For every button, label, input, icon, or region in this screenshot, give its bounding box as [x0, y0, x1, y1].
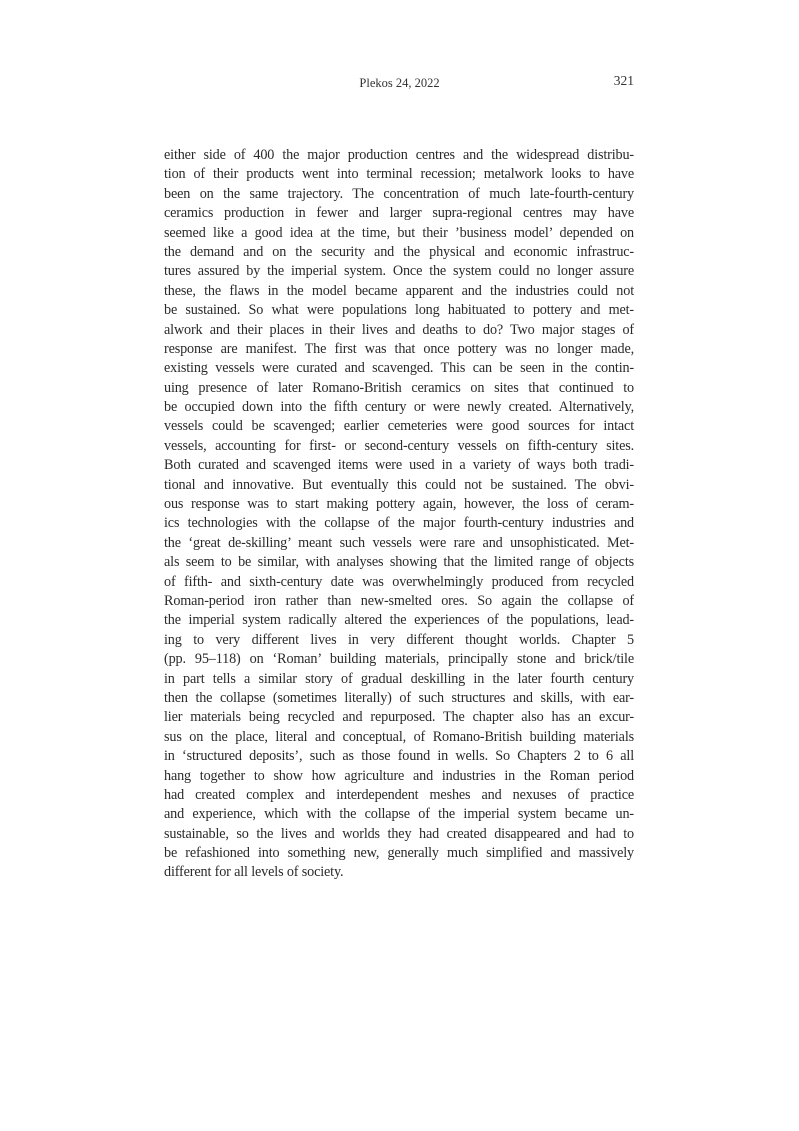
text-line: be refashioned into something new, generally much simplified and massively	[164, 845, 634, 862]
text-line: then the collapse (sometimes literally) of such structures and skills, with ear-	[164, 689, 634, 706]
text-line: hang together to show how agriculture and industries in the Roman period	[164, 767, 634, 784]
text-line: tion of their products went into terminal recession; metalwork looks to have	[164, 166, 634, 183]
text-line: vessels, accounting for first- or second-century vessels on fifth-century sites.	[164, 437, 634, 454]
body-paragraph	[164, 146, 634, 883]
text-line: sustainable, so the lives and worlds they had created disappeared and had to	[164, 825, 634, 842]
text-line: sus on the place, literal and conceptual, of Romano-British building materials	[164, 728, 634, 745]
text-line: ics technologies with the collapse of the major fourth-century industries and	[164, 515, 634, 532]
running-head: Plekos 24, 2022	[359, 76, 440, 90]
text-line: the imperial system radically altered the experiences of the populations, lead-	[164, 612, 634, 629]
text-line: Roman-period iron rather than new-smelted ores. So again the collapse of	[164, 592, 634, 609]
text-line: in ‘structured deposits’, such as those found in wells. So Chapters 2 to 6 all	[164, 748, 634, 765]
text-line: uing presence of later Romano-British ceramics on sites that continued to	[164, 379, 634, 396]
text-line: the ‘great de-skilling’ meant such vessels were rare and unsophisticated. Met-	[164, 534, 634, 551]
text-line: tures assured by the imperial system. Once the system could no longer assure	[164, 263, 634, 280]
text-line: in part tells a similar story of gradual deskilling in the later fourth century	[164, 670, 634, 687]
text-line: tional and innovative. But eventually this could not be sustained. The obvi-	[164, 476, 634, 493]
text-line: either side of 400 the major production centres and the widespread distribu-	[164, 147, 634, 163]
text-line: existing vessels were curated and scavenged. This can be seen in the contin-	[164, 360, 634, 377]
text-line: (pp. 95–118) on ‘Roman’ building materials, principally stone and brick/tile	[164, 651, 634, 668]
text-line: and experience, which with the collapse of the imperial system became un-	[164, 806, 634, 823]
text-line: these, the flaws in the model became apparent and the industries could not	[164, 282, 634, 299]
text-line: lier materials being recycled and repurposed. The chapter also has an excur-	[164, 709, 634, 726]
text-line: ceramics production in fewer and larger supra-regional centres may have	[164, 205, 634, 222]
text-line: als seem to be similar, with analyses showing that the limited range of objects	[164, 554, 634, 571]
page-number: 321	[613, 73, 634, 88]
text-line: the demand and on the security and the physical and economic infrastruc-	[164, 243, 634, 260]
text-line: been on the same trajectory. The concentration of much late-fourth-century	[164, 185, 634, 202]
text-line: seemed like a good idea at the time, but their ’business model’ depended on	[164, 224, 634, 241]
text-line: be sustained. So what were populations long habituated to pottery and met-	[164, 302, 634, 319]
text-line: be occupied down into the fifth century or were newly created. Alternatively,	[164, 399, 634, 416]
text-line: of fifth- and sixth-century date was overwhelmingly produced from recycled	[164, 573, 634, 590]
text-line: ous response was to start making pottery again, however, the loss of ceram-	[164, 496, 634, 513]
text-line: response are manifest. The first was that once pottery was no longer made,	[164, 340, 634, 357]
text-line: different for all levels of society.	[164, 864, 344, 881]
text-line: Both curated and scavenged items were used in a variety of ways both tradi-	[164, 457, 634, 474]
text-line: alwork and their places in their lives and deaths to do? Two major stages of	[164, 321, 634, 338]
text-line: vessels could be scavenged; earlier cemeteries were good sources for intact	[164, 418, 634, 435]
text-line: had created complex and interdependent meshes and nexuses of practice	[164, 786, 634, 803]
text-line: ing to very different lives in very different thought worlds. Chapter 5	[164, 631, 634, 648]
